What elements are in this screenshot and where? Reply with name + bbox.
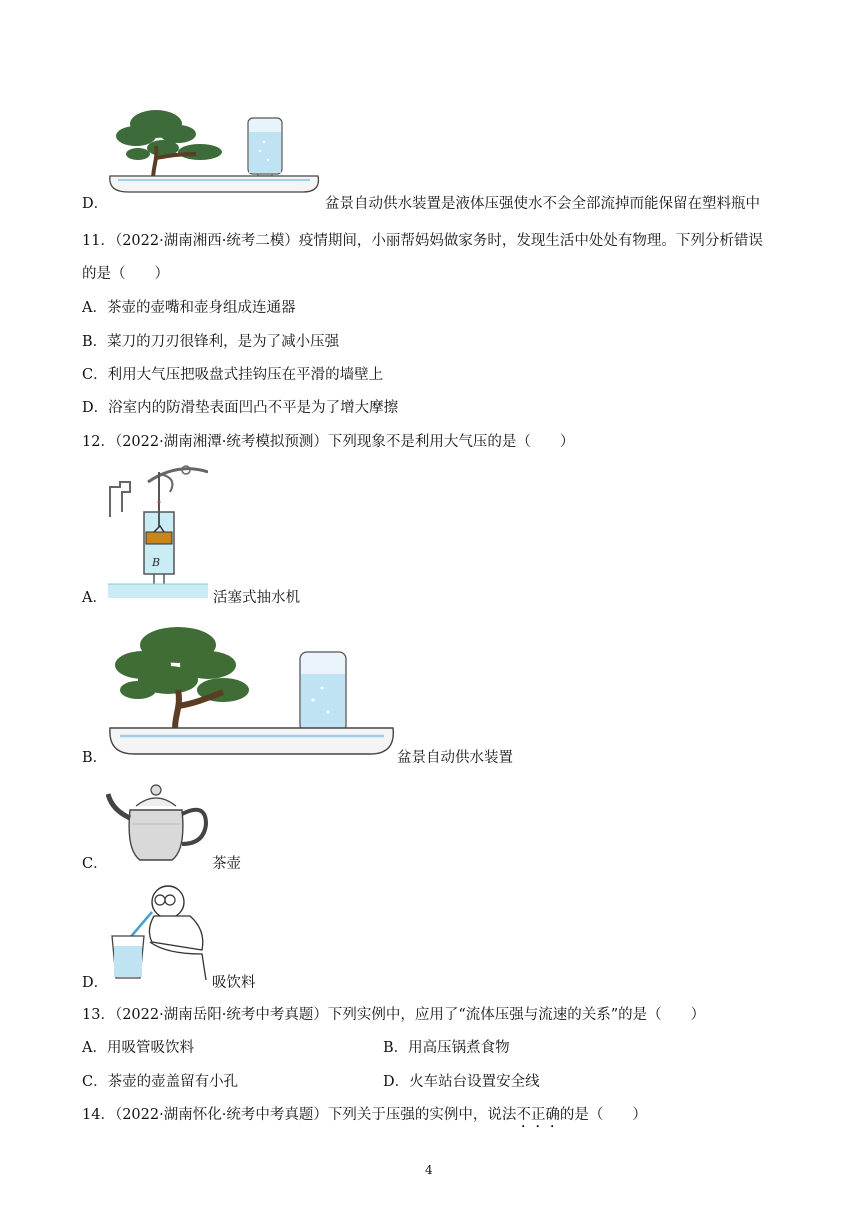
q11-stem-line1: 11．（2022·湖南湘西·统考二模）疫情期间，小丽帮妈妈做家务时，发现生活中处处有物理。下列分析错误 <box>82 233 763 249</box>
q13-option-d: D．火车站台设置安全线 <box>383 1074 540 1090</box>
q14-stem <box>82 1103 647 1131</box>
q14-stem-prefix: 14．（2022·湖南怀化·统考中考真题）下列关于压强的实例中，说法 <box>82 1107 517 1123</box>
q11-option-c: C．利用大气压把吸盘式挂钩压在平滑的墙壁上 <box>82 367 384 383</box>
q12-option-b-label: B． <box>82 750 108 766</box>
q12-option-c-label: C． <box>82 856 108 872</box>
q13-option-b: B．用高压锅煮食物 <box>383 1040 510 1056</box>
piston-pump-figure <box>108 462 208 602</box>
q12-option-c-text: 茶壶 <box>212 856 241 872</box>
q13-stem: 13．（2022·湖南岳阳·统考中考真题）下列实例中，应用了“流体压强与流速的关系”的是（ ） <box>82 1007 706 1023</box>
q10-option-d-text: 盆景自动供水装置是液体压强使水不会全部流掉而能保留在塑料瓶中 <box>325 196 760 212</box>
bonsai-water-supply-figure-small <box>108 96 323 201</box>
q12-stem: 12．（2022·湖南湘潭·统考模拟预测）下列现象不是利用大气压的是（ ） <box>82 434 575 450</box>
q12-option-d-label: D． <box>82 975 109 991</box>
q10-option-d-label: D． <box>82 196 109 212</box>
page-number: 4 <box>425 1163 433 1177</box>
bonsai-water-supply-figure <box>108 620 398 765</box>
q12-option-d-text: 吸饮料 <box>212 975 256 991</box>
q12-option-a-label: A． <box>82 590 107 606</box>
q12-option-b-text: 盆景自动供水装置 <box>397 750 513 766</box>
q11-option-b: B．菜刀的刀刃很锋利，是为了减小压强 <box>82 334 340 350</box>
q11-option-d: D．浴室内的防滑垫表面凹凸不平是为了增大摩擦 <box>82 400 399 416</box>
q13-option-a: A．用吸管吸饮料 <box>82 1040 194 1056</box>
q11-option-a: A．茶壶的壶嘴和壶身组成连通器 <box>82 300 296 316</box>
pump-valve-letter: B <box>152 556 161 569</box>
q12-option-a-text: 活塞式抽水机 <box>213 590 300 606</box>
q14-stem-emphasis: 不正确 <box>516 1107 560 1123</box>
drinking-straw-figure <box>106 880 212 984</box>
q14-stem-suffix: 的是（ ） <box>559 1107 647 1123</box>
teapot-figure <box>106 780 210 868</box>
q13-option-c: C．茶壶的壶盖留有小孔 <box>82 1074 239 1090</box>
q11-stem-line2: 的是（ ） <box>82 266 169 282</box>
